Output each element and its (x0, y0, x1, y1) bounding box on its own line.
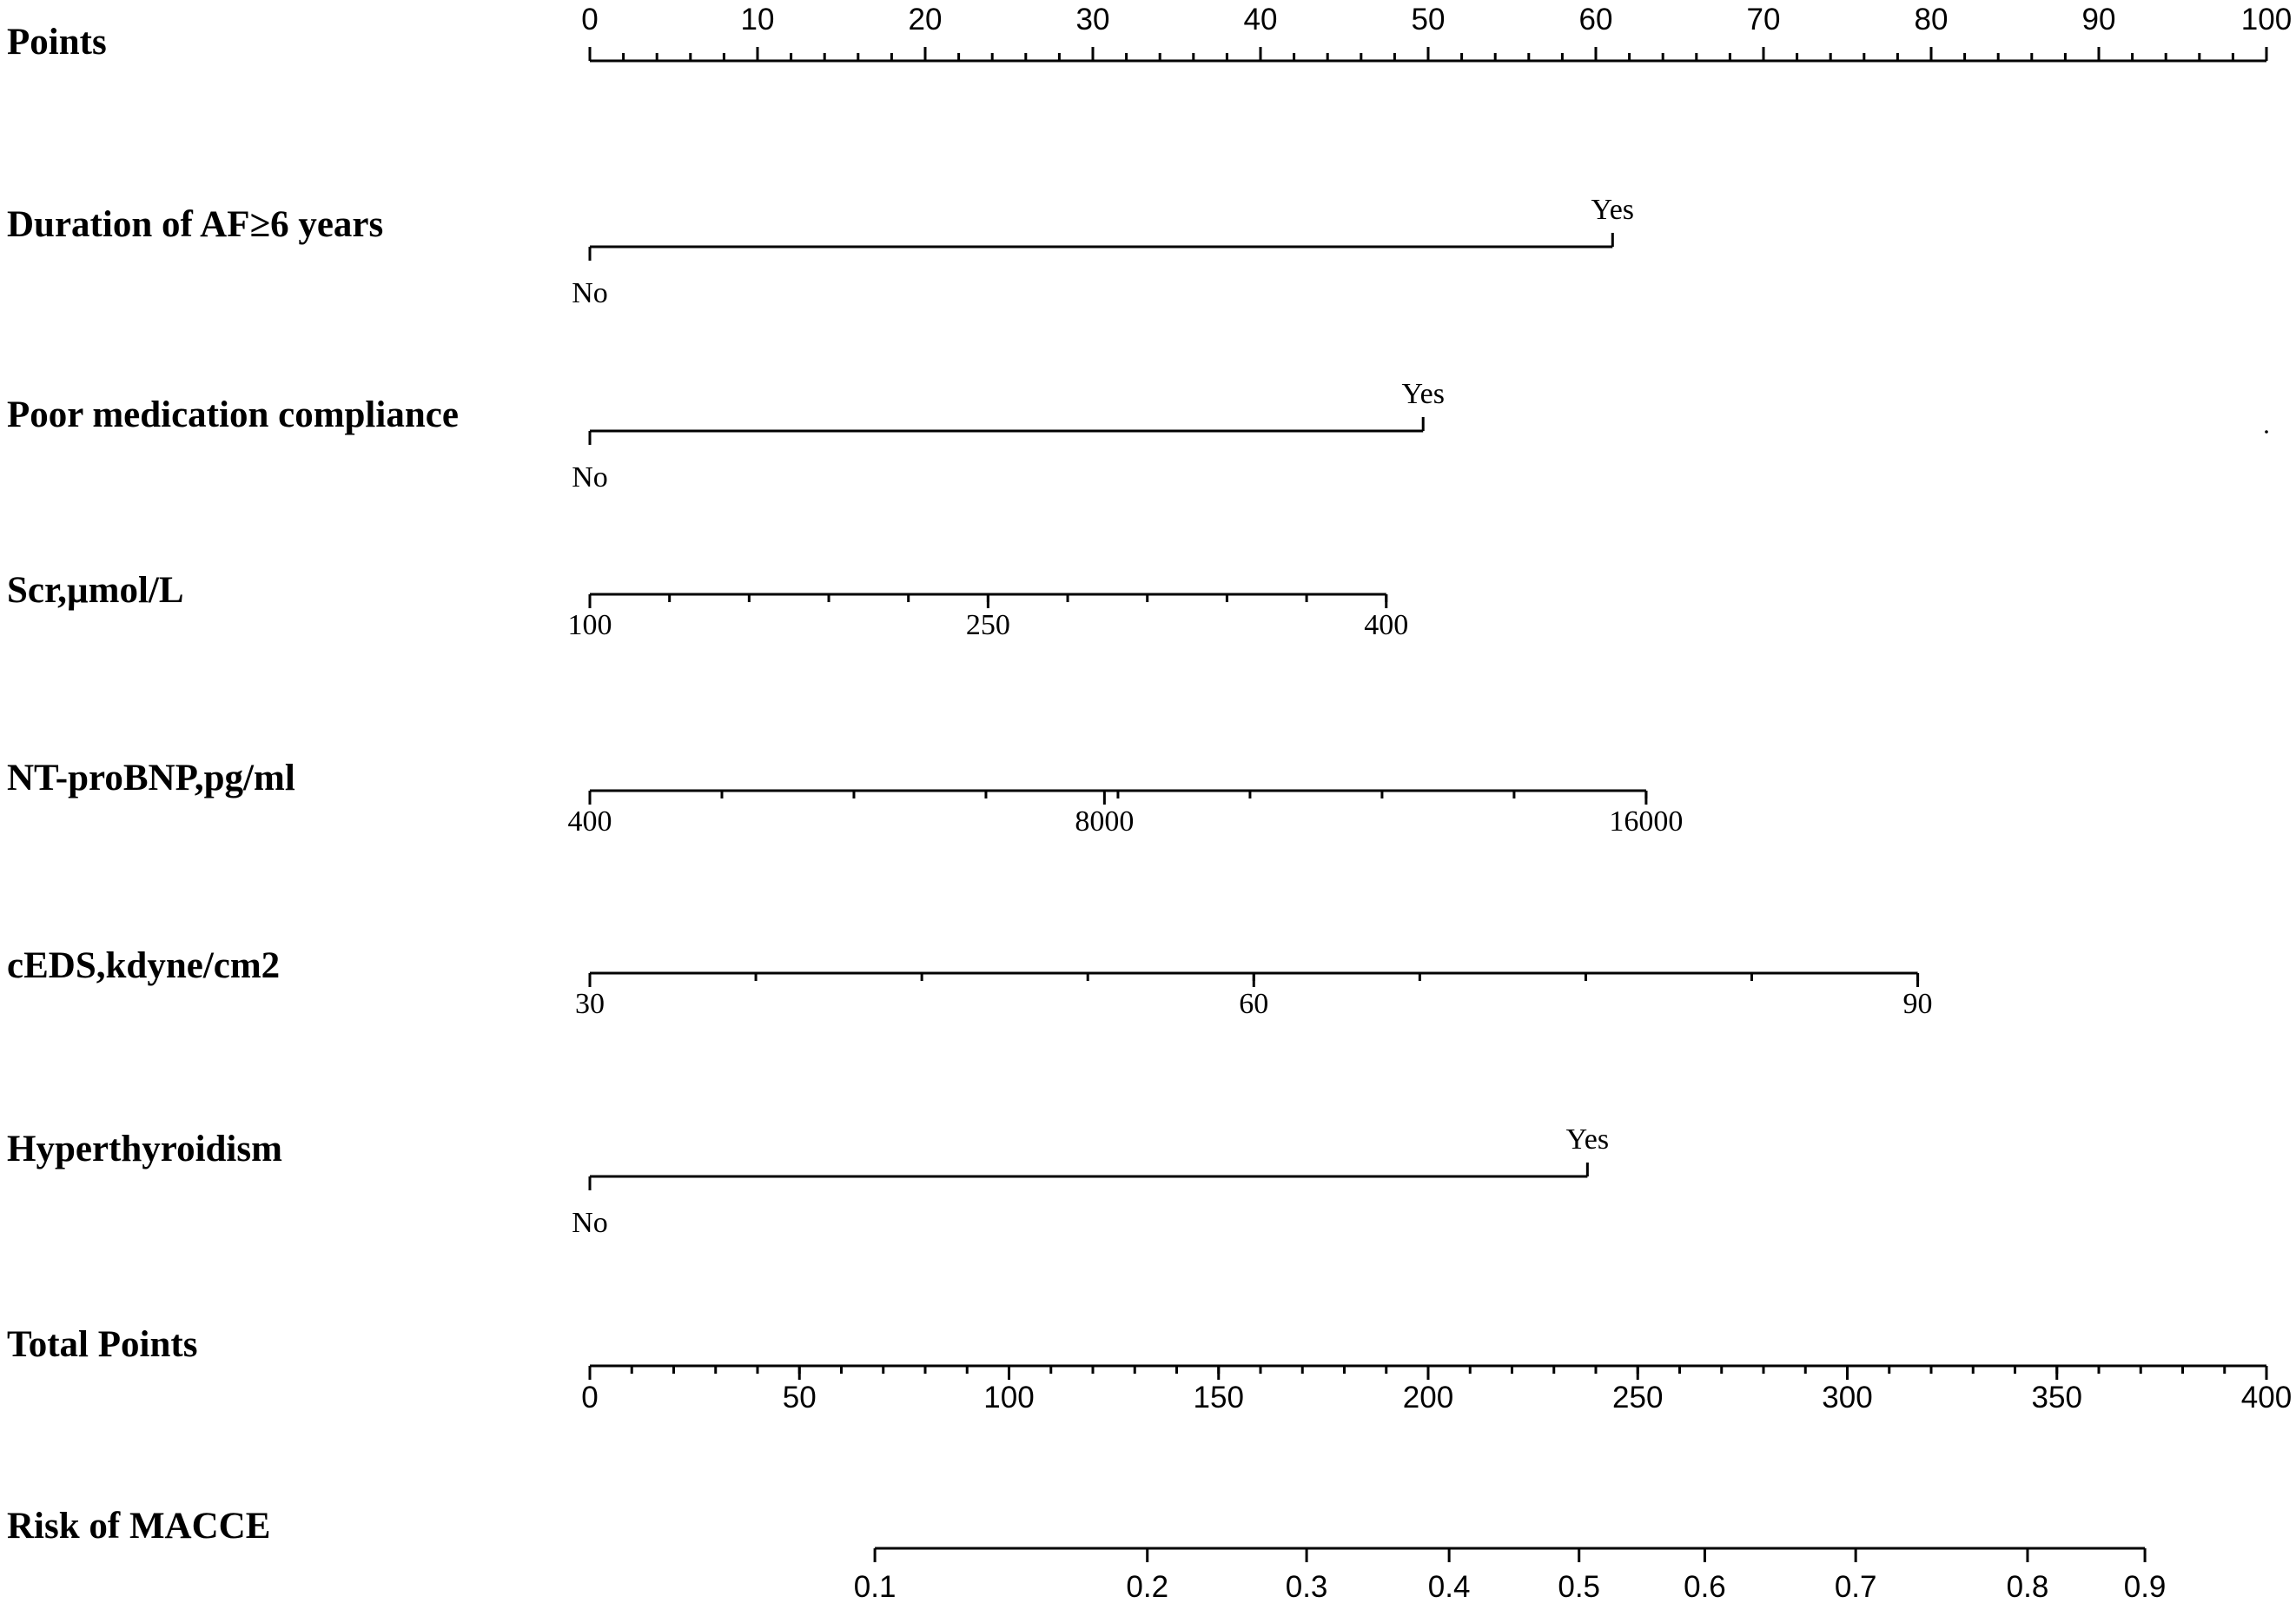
cedys-tick-label: 90 (1902, 988, 1933, 1020)
total-points-label: Total Points (7, 1324, 198, 1365)
hyperthyroidism-label: Hyperthyroidism (7, 1129, 282, 1169)
risk-macce-label: Risk of MACCE (7, 1506, 271, 1547)
nt-probnp-tick-label: 16000 (1609, 805, 1684, 838)
scr-tick-label: 400 (1364, 609, 1409, 641)
scr-tick-label: 100 (567, 609, 612, 641)
total-points-tick-label: 200 (1402, 1381, 1454, 1415)
scr-label: Scr,µmol/L (7, 570, 184, 611)
duration-af-label: Duration of AF≥6 years (7, 204, 384, 245)
total-points-tick-label: 50 (782, 1381, 817, 1415)
points-tick-label: 80 (1914, 3, 1949, 36)
scr-row (7, 570, 1408, 641)
stray-dot (2265, 430, 2268, 434)
points-tick-label: 20 (908, 3, 943, 36)
points-label: Points (7, 22, 107, 63)
nomogram-rows (7, 3, 2292, 1604)
points-tick-label: 60 (1578, 3, 1613, 36)
nt-probnp-tick-label: 8000 (1075, 805, 1135, 838)
poor-medication-compliance-no-label: No (572, 461, 608, 494)
points-tick-label: 10 (740, 3, 775, 36)
duration-af-no-label: No (572, 277, 608, 309)
hyperthyroidism-no-label: No (572, 1207, 608, 1239)
nt-probnp-label: NT-proBNP,pg/ml (7, 758, 295, 798)
risk-macce-tick-label: 0.5 (1558, 1570, 1601, 1604)
nt-probnp-tick-label: 400 (567, 805, 612, 838)
total-points-tick-label: 250 (1612, 1381, 1664, 1415)
points-tick-label: 90 (2081, 3, 2116, 36)
points-tick-label: 30 (1075, 3, 1110, 36)
cedys-tick-label: 30 (575, 988, 605, 1020)
hyperthyroidism-yes-label: Yes (1565, 1123, 1610, 1156)
risk-macce-tick-label: 0.7 (1834, 1570, 1877, 1604)
cedys-label: cEDS,kdyne/cm2 (7, 945, 281, 986)
points-tick-label: 0 (581, 3, 599, 36)
total-points-row (7, 1324, 2292, 1415)
total-points-tick-label: 0 (581, 1381, 599, 1415)
cedys-tick-label: 60 (1239, 988, 1269, 1020)
duration-af-yes-label: Yes (1591, 194, 1635, 226)
risk-macce-tick-label: 0.4 (1427, 1570, 1471, 1604)
duration-af-row (7, 194, 1634, 309)
risk-macce-row (7, 1506, 2166, 1604)
risk-macce-tick-label: 0.3 (1285, 1570, 1328, 1604)
points-tick-label: 100 (2240, 3, 2293, 36)
nt-probnp-row (7, 758, 1683, 838)
total-points-tick-label: 400 (2240, 1381, 2293, 1415)
poor-medication-compliance-yes-label: Yes (1401, 378, 1445, 410)
cedys-row (7, 945, 1933, 1020)
points-tick-label: 70 (1746, 3, 1781, 36)
risk-macce-tick-label: 0.6 (1684, 1570, 1726, 1604)
hyperthyroidism-row (7, 1123, 1609, 1239)
total-points-tick-label: 300 (1822, 1381, 1873, 1415)
points-tick-label: 40 (1243, 3, 1278, 36)
points-row (7, 3, 2292, 63)
points-tick-label: 50 (1411, 3, 1446, 36)
risk-macce-tick-label: 0.9 (2123, 1570, 2167, 1604)
total-points-tick-label: 150 (1193, 1381, 1244, 1415)
poor-medication-compliance-label: Poor medication compliance (7, 394, 459, 435)
poor-medication-compliance-row (7, 378, 1445, 494)
total-points-tick-label: 350 (2031, 1381, 2082, 1415)
total-points-tick-label: 100 (983, 1381, 1035, 1415)
risk-macce-tick-label: 0.8 (2006, 1570, 2049, 1604)
risk-macce-tick-label: 0.2 (1126, 1570, 1169, 1604)
risk-macce-tick-label: 0.1 (853, 1570, 897, 1604)
scr-tick-label: 250 (965, 609, 1010, 641)
